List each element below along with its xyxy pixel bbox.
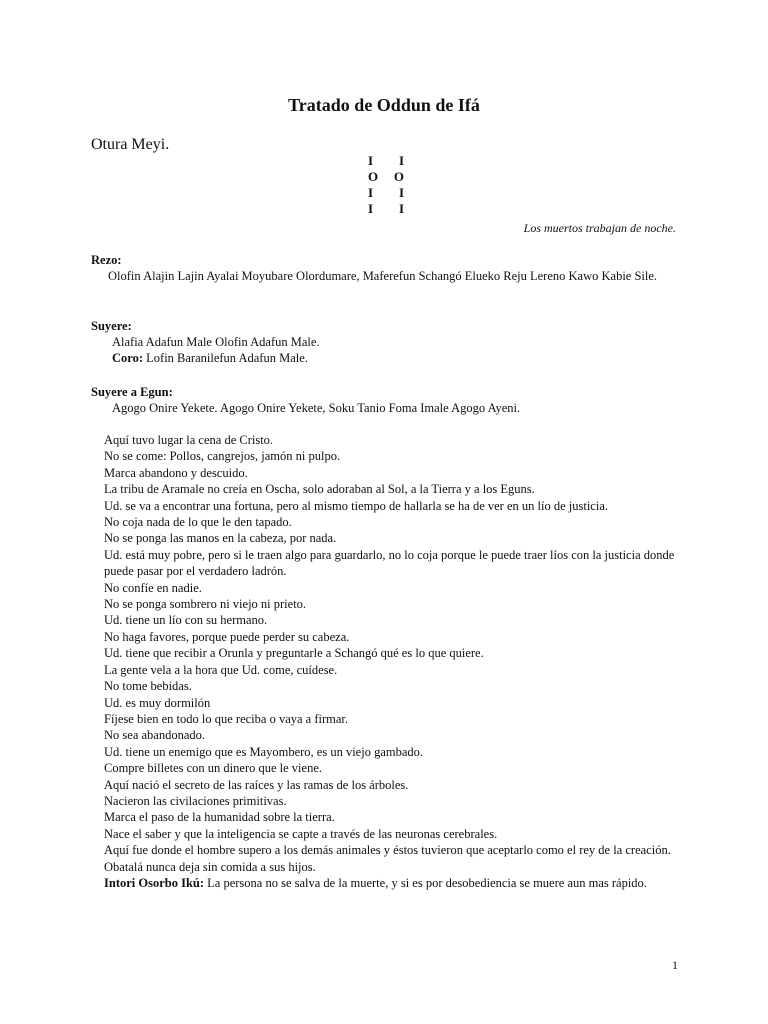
odu-mark: I xyxy=(398,201,404,216)
text-line: No tome bebidas. xyxy=(104,679,192,694)
suyere-egun-text: Agogo Onire Yekete. Agogo Onire Yekete, Soku Tanio Foma Imale Agogo Ayeni. xyxy=(112,401,521,415)
coro-label: Coro: xyxy=(112,351,144,365)
page-number: 1 xyxy=(672,958,678,972)
text-line: Compre billetes con un dinero que le viene. xyxy=(104,761,322,776)
text-line: Ud. es muy dormilón xyxy=(104,695,211,710)
text-line: Ud. está muy pobre, pero si le traen algo para guardarlo, no lo coja porque le puede traer líos con la justicia donde puede pasar por el verdadero ladrón. xyxy=(104,547,675,579)
text-line: Ud. tiene un enemigo que es Mayombero, es un viejo gambado. xyxy=(104,744,424,759)
suyere-line: Alafia Adafun Male Olofin Adafun Male. xyxy=(112,335,320,349)
text-line: Nacieron las civilaciones primitivas. xyxy=(104,793,287,808)
text-line: No sea abandonado. xyxy=(104,728,206,743)
text-line: Obatalá nunca deja sin comida a sus hijos. xyxy=(104,859,316,874)
text-line: La tribu de Aramale no creía en Oscha, solo adoraban al Sol, a la Tierra y a los Eguns. xyxy=(104,482,535,497)
odu-mark: I xyxy=(368,201,374,216)
rezo-label: Rezo: xyxy=(91,253,122,267)
text-line: Fíjese bien en todo lo que reciba o vaya a firmar. xyxy=(104,711,349,726)
text-line: No haga favores, porque puede perder su cabeza. xyxy=(104,629,350,644)
text-line: Aquí nació el secreto de las raíces y las ramas de los árboles. xyxy=(104,777,409,792)
document-title: Tratado de Oddun de Ifá xyxy=(288,95,480,115)
coro-text: Lofin Baranilefun Adafun Male. xyxy=(146,351,308,365)
odu-sign xyxy=(368,153,404,217)
subtitle: Los muertos trabajan de noche. xyxy=(523,221,676,235)
suyere-label: Suyere: xyxy=(91,319,132,333)
text-line: No confíe en nadie. xyxy=(104,580,202,595)
coro-line xyxy=(112,350,308,367)
intori-text: La persona no se salva de la muerte, y si es por desobediencia se muere aun mas rápido. xyxy=(207,875,647,890)
text-line: Marca abandono y descuido. xyxy=(104,465,248,480)
odu-mark: O xyxy=(393,169,404,184)
text-line: Aquí fue donde el hombre supero a los demás animales y éstos tuvieron que aceptarlo como el rey de la creación. xyxy=(104,843,671,858)
odu-row xyxy=(368,185,404,201)
text-line: No se ponga sombrero ni viejo ni prieto. xyxy=(104,597,307,612)
rezo-text: Olofin Alajin Lajin Ayalai Moyubare Olordumare, Maferefun Schangó Elueko Reju Lereno Kawo Kabie Sile. xyxy=(108,269,658,283)
body-lines xyxy=(104,432,684,891)
odu-row xyxy=(368,153,404,169)
text-line: Ud. tiene que recibir a Orunla y preguntarle a Schangó qué es lo que quiere. xyxy=(104,646,484,661)
odu-mark: I xyxy=(398,153,404,168)
odu-mark: O xyxy=(368,169,379,184)
text-line: No se come: Pollos, cangrejos, jamón ni pulpo. xyxy=(104,449,341,464)
suyere-egun-label: Suyere a Egun: xyxy=(91,385,173,399)
odu-row xyxy=(368,201,404,217)
section-title: Otura Meyi. xyxy=(91,136,170,153)
text-line: Aquí tuvo lugar la cena de Cristo. xyxy=(104,433,274,447)
text-line: Marca el paso de la humanidad sobre la tierra. xyxy=(104,810,335,825)
text-line: Ud. tiene un lío con su hermano. xyxy=(104,613,268,628)
odu-mark: I xyxy=(368,153,374,168)
odu-mark: I xyxy=(368,185,374,200)
intori-line xyxy=(104,875,684,891)
text-line: La gente vela a la hora que Ud. come, cuídese. xyxy=(104,662,338,677)
text-line: No se ponga las manos en la cabeza, por nada. xyxy=(104,531,337,546)
odu-row xyxy=(368,169,404,185)
text-line: No coja nada de lo que le den tapado. xyxy=(104,515,292,530)
odu-mark: I xyxy=(398,185,404,200)
text-line: Nace el saber y que la inteligencia se capte a través de las neuronas cerebrales. xyxy=(104,826,498,841)
intori-label: Intori Osorbo Ikú: xyxy=(104,875,205,890)
text-line: Ud. se va a encontrar una fortuna, pero al mismo tiempo de hallarla se ha de ver en un lío de justicia. xyxy=(104,498,608,513)
